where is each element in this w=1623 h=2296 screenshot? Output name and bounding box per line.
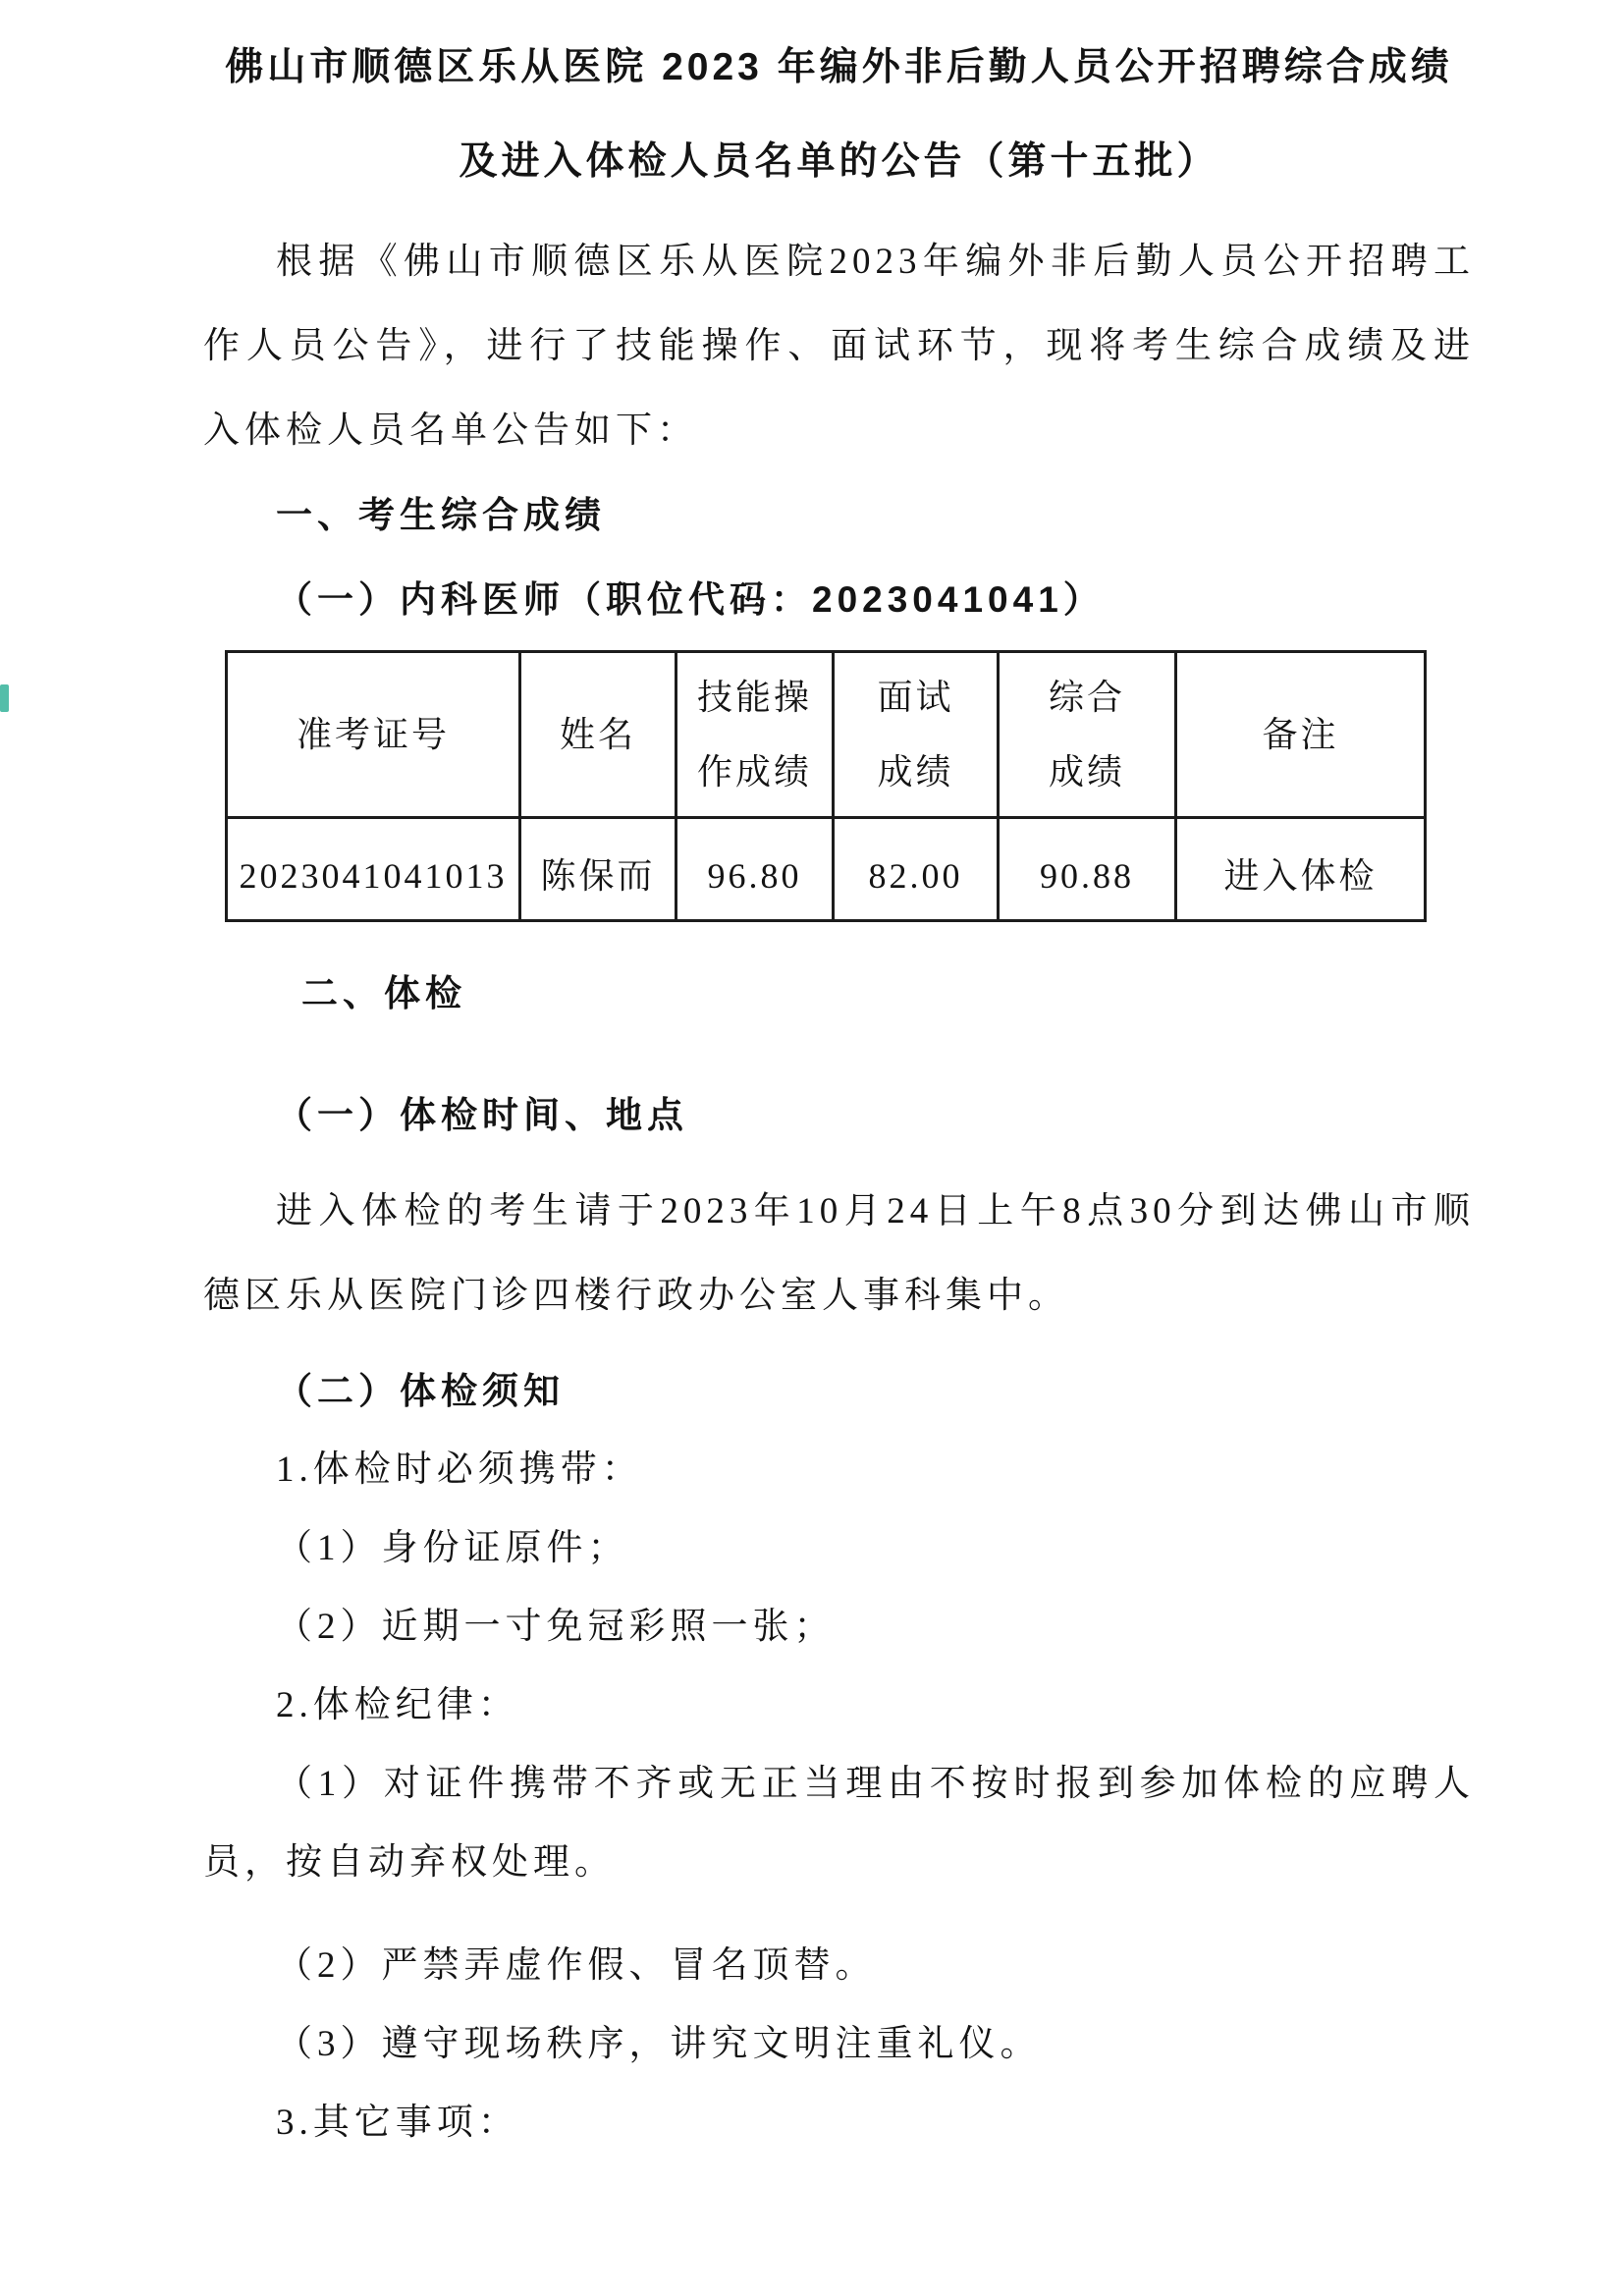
notice-item-2-1-line: （1）对证件携带不齐或无正当理由不按时报到参加体检的应聘人: [276, 1764, 1475, 1804]
col-header-exam-id: [227, 652, 520, 818]
intro-line: 根据《佛山市顺德区乐从医院2023年编外非后勤人员公开招聘工: [276, 242, 1475, 282]
col-header-text: 准考证号: [296, 715, 450, 754]
intro-paragraph: [203, 220, 1475, 473]
notice-item-1-2: （2）近期一寸免冠彩照一张；: [276, 1607, 836, 1647]
col-header-skill-score: [676, 652, 834, 818]
section2-subheading-notice: （二）体检须知: [276, 1371, 565, 1411]
section2-heading: 二、体检: [301, 973, 466, 1013]
col-header-text: 技能操: [696, 678, 812, 717]
intro-line: 入体检人员名单公告如下：: [203, 410, 698, 451]
scan-artifact-mark: [0, 684, 9, 712]
col-header-text: 作成绩: [696, 752, 812, 792]
notice-item-3: 3.其它事项：: [276, 2103, 519, 2143]
section1-heading: 一、考生综合成绩: [276, 495, 606, 535]
col-header-interview-score: [834, 652, 999, 818]
cell-name: 陈保而: [520, 818, 676, 921]
notice-item-2: 2.体检纪律：: [276, 1685, 519, 1725]
document-title-line2: 及进入体检人员名单的公告（第十五批）: [459, 140, 1219, 183]
section1-subheading: （一）内科医师（职位代码：2023041041）: [276, 579, 1105, 620]
cell-remark: 进入体检: [1176, 818, 1426, 921]
col-header-overall-score: [999, 652, 1176, 818]
exam-time-paragraph: [203, 1170, 1475, 1339]
col-header-name: [520, 652, 676, 818]
col-header-text: 综合: [1048, 678, 1125, 717]
col-header-text: 备注: [1262, 715, 1339, 754]
col-header-remark: [1176, 652, 1426, 818]
cell-interview-score: 82.00: [834, 818, 999, 921]
notice-item-2-1-line: 员，按自动弃权处理。: [203, 1842, 616, 1883]
notice-item-2-3: （3）遵守现场秩序，讲究文明注重礼仪。: [276, 2024, 1042, 2064]
intro-line: 作人员公告》，进行了技能操作、面试环节，现将考生综合成绩及进: [203, 326, 1475, 366]
table-row: [227, 818, 1426, 921]
notice-item-2-1: [203, 1745, 1475, 1902]
exam-time-line: 德区乐从医院门诊四楼行政办公室人事科集中。: [203, 1276, 1069, 1316]
col-header-text: 成绩: [1048, 752, 1125, 792]
cell-exam-id: 2023041041013: [227, 818, 520, 921]
cell-overall-score: 90.88: [999, 818, 1176, 921]
section2-subheading-time: （一）体检时间、地点: [276, 1095, 688, 1135]
col-header-text: 成绩: [877, 752, 954, 792]
notice-item-2-2: （2）严禁弄虚作假、冒名顶替。: [276, 1945, 877, 1986]
exam-time-line: 进入体检的考生请于2023年10月24日上午8点30分到达佛山市顺: [276, 1191, 1475, 1231]
score-table: [225, 650, 1427, 922]
table-header-row: [227, 652, 1426, 818]
notice-item-1: 1.体检时必须携带：: [276, 1449, 643, 1490]
notice-item-1-1: （1）身份证原件；: [276, 1528, 629, 1568]
document-title-line1: 佛山市顺德区乐从医院 2023 年编外非后勤人员公开招聘综合成绩: [225, 46, 1453, 88]
document-content: [203, 37, 1475, 2162]
col-header-text: 面试: [877, 678, 954, 717]
cell-skill-score: 96.80: [676, 818, 834, 921]
col-header-text: 姓名: [559, 715, 636, 754]
